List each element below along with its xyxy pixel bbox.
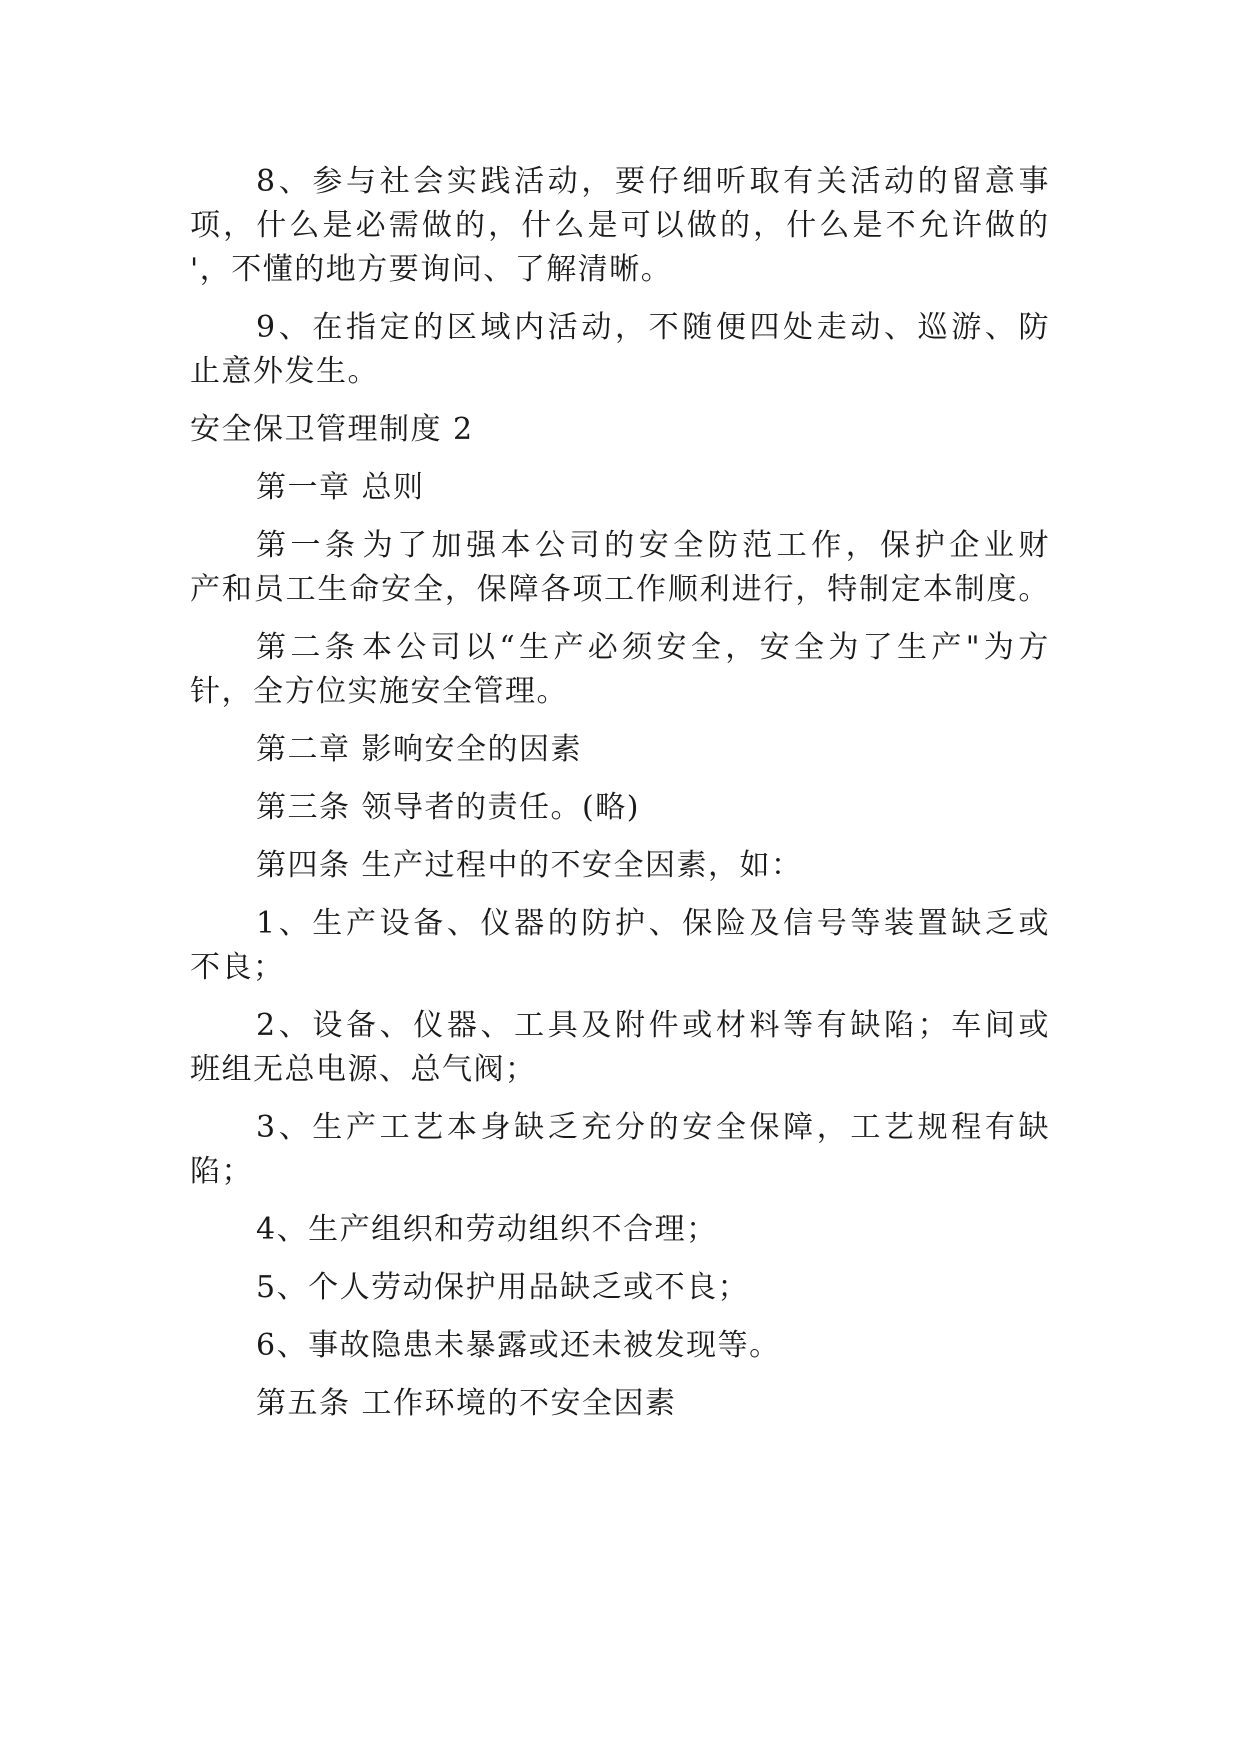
section-title bbox=[190, 408, 1050, 452]
article-5 bbox=[190, 1382, 1050, 1426]
paragraph-item-9 bbox=[190, 306, 1050, 394]
text-line: 5、个人劳动保护用品缺乏或不良； bbox=[256, 1270, 750, 1305]
text-line: 不良； bbox=[190, 950, 285, 985]
paragraph-item-8 bbox=[190, 160, 1050, 292]
text-line: 9 、 在 指 定 的 区 域 内 活 动 ， 不 随 便 四 处 走 动 、 巡 游 、 防 bbox=[256, 310, 1050, 345]
text-line: 第四条 生产过程中的不安全因素，如： bbox=[256, 848, 803, 883]
text-line: 第 二 条 本 公 司 以 “ 生 产 必 须 安 全 ， 安 全 为 了 生 产 " 为 方 bbox=[256, 630, 1050, 665]
text-line: 4、生产组织和劳动组织不合理； bbox=[256, 1212, 718, 1247]
article-1 bbox=[190, 524, 1050, 612]
list-item-4 bbox=[190, 1208, 1050, 1252]
article-2 bbox=[190, 626, 1050, 714]
text-line: 陷； bbox=[190, 1154, 253, 1189]
list-item-2 bbox=[190, 1004, 1050, 1092]
text-line: 第三条 领导者的责任。(略) bbox=[256, 790, 640, 825]
text-line: 3 、 生 产 工 艺 本 身 缺 乏 充 分 的 安 全 保 障 ， 工 艺 规 程 有 缺 bbox=[256, 1110, 1050, 1145]
text-line: 止意外发生。 bbox=[190, 354, 379, 389]
list-item-1 bbox=[190, 902, 1050, 990]
text-line: 第一章 总则 bbox=[256, 470, 425, 505]
text-line: 第二章 影响安全的因素 bbox=[256, 732, 583, 767]
list-item-5 bbox=[190, 1266, 1050, 1310]
document-page bbox=[190, 160, 1050, 1426]
text-line: 项 ， 什 么 是 必 需 做 的 ， 什 么 是 可 以 做 的 ， 什 么 是 不 允 许 做 的 bbox=[190, 208, 1050, 243]
text-line: 6、事故隐患未暴露或还未被发现等。 bbox=[256, 1328, 781, 1363]
text-line: 1 、 生 产 设 备 、 仪 器 的 防 护 、 保 险 及 信 号 等 装 置 缺 乏 或 bbox=[256, 906, 1050, 941]
list-item-6 bbox=[190, 1324, 1050, 1368]
text-line: 产 和 员 工 生 命 安 全 ， 保 障 各 项 工 作 顺 利 进 行 ， 特 制 定 本 制 度 。 bbox=[190, 572, 1050, 607]
text-line: 第 一 条 为 了 加 强 本 公 司 的 安 全 防 范 工 作 ， 保 护 企 业 财 bbox=[256, 528, 1050, 563]
chapter-heading-2 bbox=[190, 728, 1050, 772]
chapter-heading-1 bbox=[190, 466, 1050, 510]
text-line: 8 、 参 与 社 会 实 践 活 动 ， 要 仔 细 听 取 有 关 活 动 的 留 意 事 bbox=[256, 164, 1050, 199]
article-3 bbox=[190, 786, 1050, 830]
list-item-3 bbox=[190, 1106, 1050, 1194]
article-4 bbox=[190, 844, 1050, 888]
text-line: 安全保卫管理制度 2 bbox=[190, 412, 474, 447]
text-line: '，不懂的地方要询问、了解清晰。 bbox=[190, 252, 673, 287]
text-line: 班组无总电源、总气阀； bbox=[190, 1052, 537, 1087]
text-line: 第五条 工作环境的不安全因素 bbox=[256, 1386, 677, 1421]
text-line: 2 、 设 备 、 仪 器 、 工 具 及 附 件 或 材 料 等 有 缺 陷 ； 车 间 或 bbox=[256, 1008, 1050, 1043]
text-line: 针，全方位实施安全管理。 bbox=[190, 674, 568, 709]
